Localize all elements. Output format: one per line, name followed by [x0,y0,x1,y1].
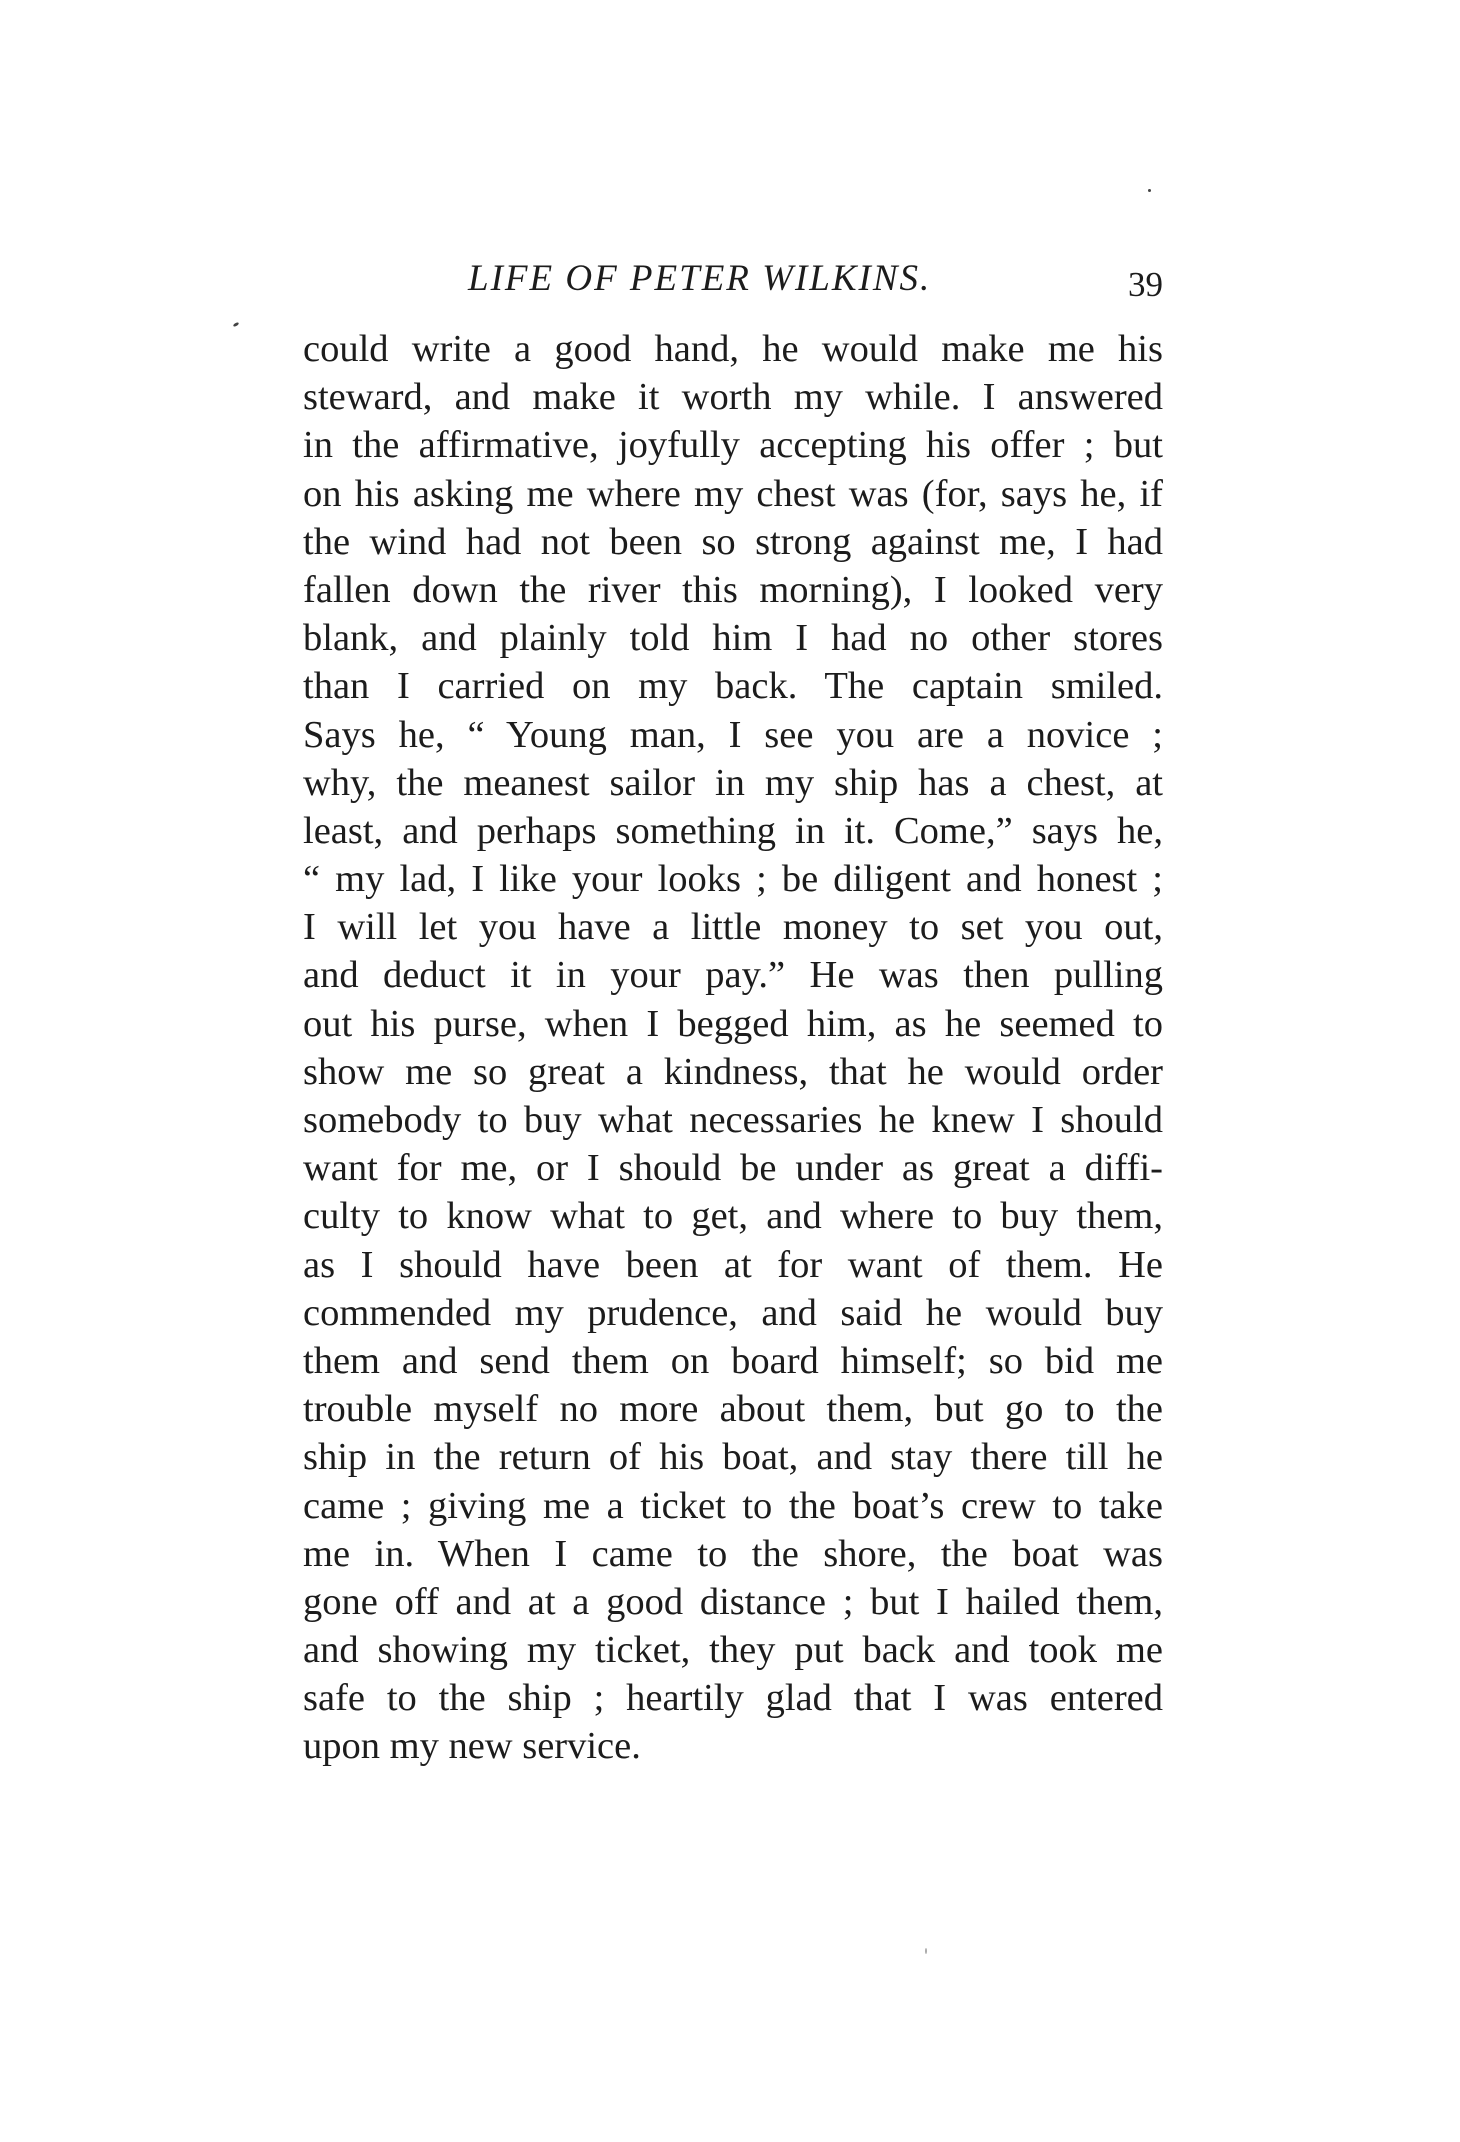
text-line: out his purse, when I begged him, as he seemed to [303,1002,1163,1045]
text-line: the wind had not been so strong against me, I had [303,520,1163,563]
text-line: safe to the ship ; heartily glad that I was entered [303,1677,1163,1720]
text-line: fallen down the river this morning), I looked very [303,568,1163,611]
text-line: could write a good hand, he would make me his [303,328,1163,370]
text-line: in the affirmative, joyfully accepting his offer ; but [303,424,1163,467]
text-line: trouble myself no more about them, but go to the [303,1388,1163,1431]
text-line: I will let you have a little money to set you out, [303,906,1163,949]
text-line: them and send them on board himself; so bid me [303,1339,1163,1382]
text-line: culty to know what to get, and where to buy them, [303,1195,1163,1238]
text-line: somebody to buy what necessaries he knew I should [303,1099,1163,1141]
text-line: gone off and at a good distance ; but I hailed them, [303,1580,1163,1623]
text-line: why, the meanest sailor in my ship has a chest, at [303,761,1163,804]
text-line: commended my prudence, and said he would buy [303,1291,1163,1334]
body-text [303,325,1163,1771]
text-line: ship in the return of his boat, and stay there till he [303,1436,1163,1479]
running-title: LIFE OF PETER WILKINS. [468,258,932,299]
text-line: Says he, “ Young man, I see you are a novice ; [303,713,1163,756]
text-line: came ; giving me a ticket to the boat’s crew to take [303,1484,1163,1527]
text-line: least, and perhaps something in it. Come,” says he, [303,809,1163,852]
text-line: me in. When I came to the shore, the boat was [303,1532,1163,1575]
text-line: steward, and make it worth my while. I answered [303,376,1163,419]
text-line: show me so great a kindness, that he would order [303,1050,1163,1093]
text-line: blank, and plainly told him I had no other stores [303,617,1163,660]
text-line: “ my lad, I like your looks ; be diligent and honest ; [303,858,1163,901]
text-line: and showing my ticket, they put back and took me [303,1629,1163,1672]
ink-speck [1148,189,1151,192]
text-line: as I should have been at for want of them. He [303,1243,1163,1286]
ink-speck [925,1948,927,1954]
text-line: upon my new service. [303,1725,641,1768]
text-line: on his asking me where my chest was (for, says he, if [303,472,1163,515]
text-line: want for me, or I should be under as great a diffi- [303,1147,1163,1190]
ink-speck [233,322,240,328]
text-line: than I carried on my back. The captain smiled. [303,665,1163,708]
text-line: and deduct it in your pay.” He was then pulling [303,954,1163,997]
page-number: 39 [1128,265,1163,304]
running-head [303,254,1163,304]
